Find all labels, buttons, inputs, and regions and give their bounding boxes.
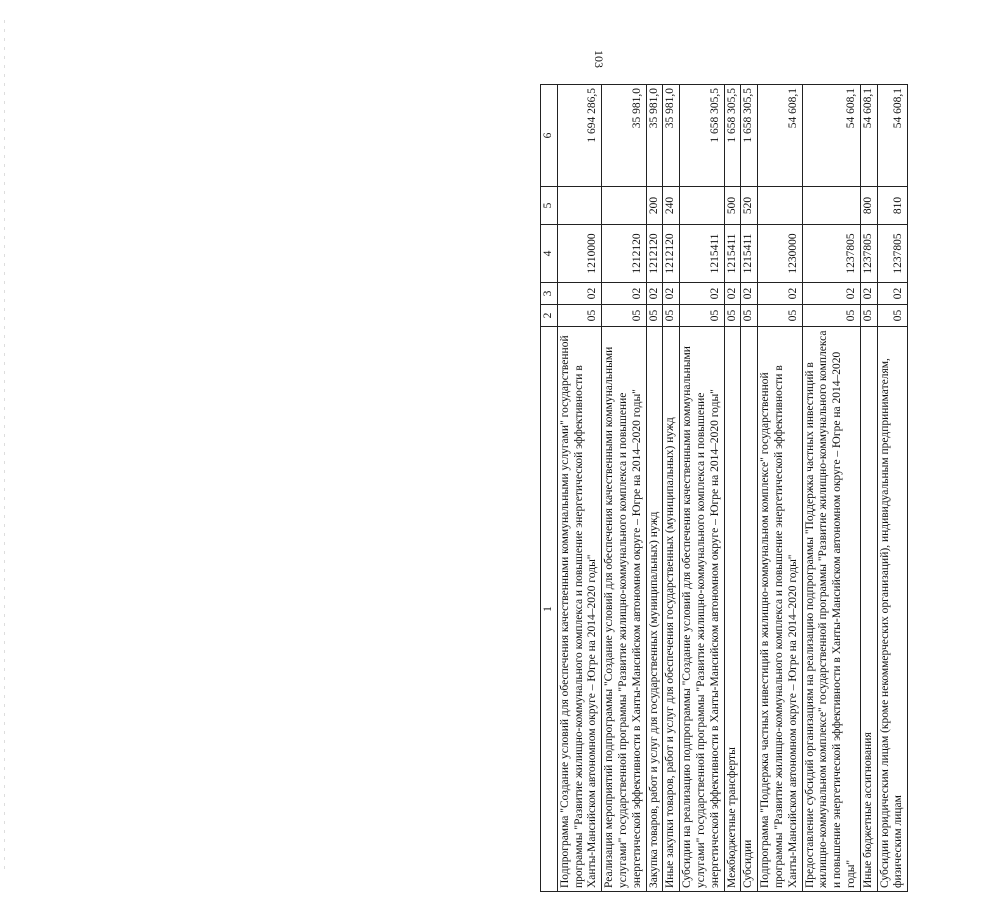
row-amount: 1 658 305,5 <box>724 85 741 187</box>
row-amount: 54 608,1 <box>877 85 908 187</box>
row-subsection: 02 <box>758 283 802 305</box>
table-row <box>646 85 663 892</box>
row-target-code: 1237805 <box>860 225 877 283</box>
header-row <box>541 85 558 892</box>
row-target-code: 1212120 <box>646 225 663 283</box>
row-amount: 1 658 305,5 <box>741 85 758 187</box>
table-row <box>602 85 646 892</box>
row-description: Иные бюджетные ассигнования <box>860 327 877 892</box>
table-row <box>557 85 601 892</box>
row-expense-type: 240 <box>663 187 680 225</box>
row-section: 05 <box>741 305 758 327</box>
row-section: 05 <box>758 305 802 327</box>
row-expense-type <box>802 187 860 225</box>
row-section: 05 <box>860 305 877 327</box>
row-description: Иные закупки товаров, работ и услуг для обеспечения государственных (муниципальных) нужд <box>663 327 680 892</box>
row-expense-type: 810 <box>877 187 908 225</box>
row-description: Закупка товаров, работ и услуг для государственных (муниципальных) нужд <box>646 327 663 892</box>
row-subsection: 02 <box>602 283 646 305</box>
row-amount: 54 608,1 <box>860 85 877 187</box>
row-target-code: 1230000 <box>758 225 802 283</box>
page-number: 103 <box>592 50 606 68</box>
row-description: Субсидии на реализацию подпрограммы "Создание условий для обеспечения качественными коммунальными услугами" государственной программы "Развитие жилищно-коммунального комплекса и повышение энергетической эффективности в Ханты-Мансийском автономном округе – Югре на 2014–2020 годы" <box>680 327 724 892</box>
table-row <box>860 85 877 892</box>
row-subsection: 02 <box>741 283 758 305</box>
row-section: 05 <box>724 305 741 327</box>
header-cell: 3 <box>541 283 558 305</box>
row-target-code: 1210000 <box>557 225 601 283</box>
row-expense-type <box>557 187 601 225</box>
row-subsection: 02 <box>802 283 860 305</box>
row-target-code: 1212120 <box>663 225 680 283</box>
row-expense-type: 500 <box>724 187 741 225</box>
row-expense-type <box>758 187 802 225</box>
row-amount: 35 981,0 <box>663 85 680 187</box>
row-description: Предоставление субсидий организациям на реализацию подпрограммы "Поддержка частных инвестиций в жилищно-коммунальном комплексе" государственной программы "Развитие жилищно-коммунального комплекса и повышение энергетической эффективности в Ханты-Мансийском автономном округе – Югре на 2014–2020 годы" <box>802 327 860 892</box>
row-amount: 1 658 305,5 <box>680 85 724 187</box>
table-row <box>877 85 908 892</box>
table-row <box>741 85 758 892</box>
budget-table <box>540 84 908 892</box>
row-subsection: 02 <box>663 283 680 305</box>
row-description: Реализация мероприятий подпрограммы "Создание условий для обеспечения качественными коммунальными услугами" государственной программы "Развитие жилищно-коммунального комплекса и повышение энергетической эффективности в Ханты-Мансийском автономном округе – Югре на 2014–2020 годы" <box>602 327 646 892</box>
row-section: 05 <box>680 305 724 327</box>
row-section: 05 <box>877 305 908 327</box>
row-target-code: 1215411 <box>741 225 758 283</box>
row-section: 05 <box>557 305 601 327</box>
table-row <box>663 85 680 892</box>
row-expense-type: 520 <box>741 187 758 225</box>
row-description: Межбюджетные трансферты <box>724 327 741 892</box>
row-target-code: 1237805 <box>802 225 860 283</box>
table-row <box>680 85 724 892</box>
row-subsection: 02 <box>860 283 877 305</box>
header-cell: 2 <box>541 305 558 327</box>
row-amount: 35 981,0 <box>602 85 646 187</box>
row-section: 05 <box>602 305 646 327</box>
row-amount: 54 608,1 <box>758 85 802 187</box>
row-expense-type <box>602 187 646 225</box>
header-cell: 5 <box>541 187 558 225</box>
row-amount: 35 981,0 <box>646 85 663 187</box>
header-cell: 4 <box>541 225 558 283</box>
row-section: 05 <box>663 305 680 327</box>
row-description: Подпрограмма "Создание условий для обеспечения качественными коммунальными услугами" государственной программы "Развитие жилищно-коммунального комплекса и повышение энергетической эффективности в Ханты-Мансийском автономном округе – Югре на 2014–2020 годы" <box>557 327 601 892</box>
row-section: 05 <box>646 305 663 327</box>
row-subsection: 02 <box>877 283 908 305</box>
row-subsection: 02 <box>557 283 601 305</box>
row-expense-type: 800 <box>860 187 877 225</box>
table-row <box>802 85 860 892</box>
row-description: Субсидии юридическим лицам (кроме некоммерческих организаций), индивидуальным предпринимателям, физическим лицам <box>877 327 908 892</box>
scan-edge <box>4 20 5 870</box>
row-amount: 54 608,1 <box>802 85 860 187</box>
row-subsection: 02 <box>724 283 741 305</box>
row-subsection: 02 <box>646 283 663 305</box>
row-subsection: 02 <box>680 283 724 305</box>
row-target-code: 1212120 <box>602 225 646 283</box>
row-expense-type <box>680 187 724 225</box>
row-expense-type: 200 <box>646 187 663 225</box>
row-section: 05 <box>802 305 860 327</box>
row-target-code: 1237805 <box>877 225 908 283</box>
rotated-page <box>540 85 992 892</box>
row-amount: 1 694 286,5 <box>557 85 601 187</box>
header-cell: 1 <box>541 327 558 892</box>
header-cell: 6 <box>541 85 558 187</box>
row-description: Подпрограмма "Поддержка частных инвестиций в жилищно-коммунальном комплексе" государственной программы "Развитие жилищно-коммунального комплекса и повышение энергетической эффективности в Ханты-Мансийском автономном округе – Югре на 2014–2020 годы" <box>758 327 802 892</box>
row-description: Субсидии <box>741 327 758 892</box>
table-row <box>724 85 741 892</box>
row-target-code: 1215411 <box>680 225 724 283</box>
row-target-code: 1215411 <box>724 225 741 283</box>
table-row <box>758 85 802 892</box>
